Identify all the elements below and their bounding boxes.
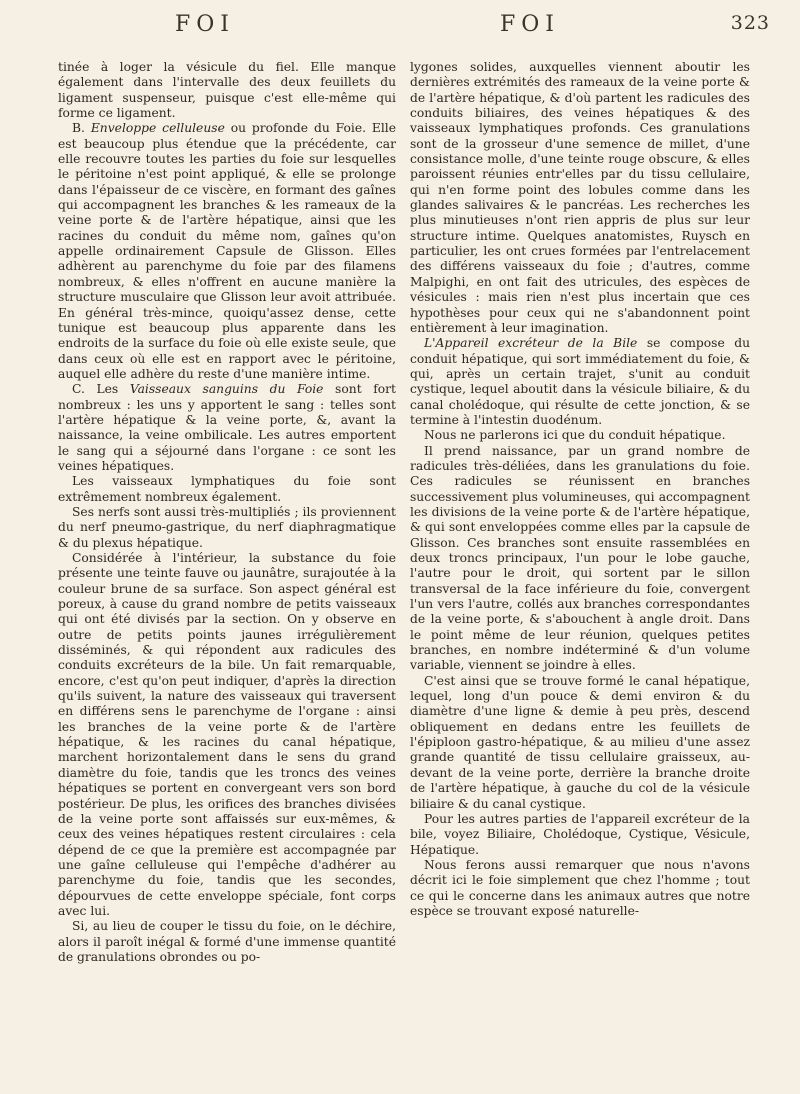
- paragraph-italic-heading: Vaisseaux sanguins du Foie: [129, 382, 324, 397]
- paragraph: lygones solides, auxquelles viennent aboutir les dernières extrémités des rameaux de la veine porte & de l'artère hépatique, & d'où partent les radicules des conduits biliaires, des veines hépatiques & des vaisseaux lymphatiques profonds. Ces granulations sont de la grosseur d'une semence de millet, d'une consistance molle, d'une teinte rouge obscure, & elles paroissent réunies entr'elles par du tissu cellulaire, qui n'en forme point des lobules comme dans les glandes salivaires & le pancréas. Les recherches les plus minutieuses n'ont rien appris de plus sur leur structure intime. Quelques anatomistes, Ruysch en particulier, les ont crues formées par l'entrelacement des différens vaisseaux du foie ; d'autres, comme Malpighi, en ont fait des utricules, des espèces de vésicules : mais rien n'est plus incertain que ces hypothèses pour ceux qui ne s'abandonnent point entièrement à leur imagination.: [410, 60, 750, 335]
- paragraph-lead: C. Les: [72, 382, 130, 397]
- paragraph-lead: B.: [72, 121, 91, 136]
- paragraph: Nous ne parlerons ici que du conduit hépatique.: [424, 428, 726, 443]
- header-right-word: FOI: [500, 12, 560, 37]
- header-left-word: FOI: [175, 12, 235, 37]
- paragraph: [410, 336, 750, 428]
- paragraph-italic-heading: Enveloppe celluleuse: [90, 121, 225, 136]
- paragraph: Il prend naissance, par un grand nombre de radicules très-déliées, dans les granulations du foie. Ces radicules se réunissent en branches successivement plus volumineuses, qui accompagnent les divisions de la veine porte & de l'artère hépatique, & qui sont enveloppées comme elles par la capsule de Glisson. Ces branches sont ensuite rassemblées en deux troncs principaux, l'un pour le lobe gauche, l'autre pour le droit, qui sortent par le sillon transversal de la face inférieure du foie, convergent l'un vers l'autre, collés aux branches correspondantes de la veine porte, & s'abouchent à angle droit. Dans le point même de leur réunion, quelques petites branches, en nombre indéterminé & d'un volume variable, viennent se joindre à elles.: [410, 443, 750, 673]
- right-text-column: [410, 60, 750, 919]
- paragraph: Pour les autres parties de l'appareil excréteur de la bile, voyez Biliaire, Cholédoque, Cystique, Vésicule, Hépatique.: [410, 811, 750, 857]
- paragraph: Nous ferons aussi remarquer que nous n'avons décrit ici le foie simplement que chez l'homme ; tout ce qui le concerne dans les animaux autres que notre espèce se trouvant exposé naturelle-: [410, 857, 750, 918]
- paragraph: [58, 382, 396, 474]
- paragraph: Considérée à l'intérieur, la substance du foie présente une teinte fauve ou jaunâtre, surajoutée à la couleur brune de sa surface. Son aspect général est poreux, à cause du grand nombre de petits vaisseaux qui ont été divisés par la section. On y observe en outre de petits points jaunes irrégulièrement disséminés, & qui répondent aux radicules des conduits excréteurs de la bile. Un fait remarquable, encore, c'est qu'on peut indiquer, d'après la direction qu'ils suivent, la nature des vaisseaux qui traversent en différens sens le parenchyme de l'organe : ainsi les branches de la veine porte & de l'artère hépatique, & les racines du canal hépatique, marchent horizontalement dans le sens du grand diamètre du foie, tandis que les troncs des veines hépatiques se portent en convergeant vers son bord postérieur. De plus, les orifices des branches divisées de la veine porte sont affaissés sur eux-mêmes, & ceux des veines hépatiques restent circulaires : cela dépend de ce que la première est accompagnée par une gaîne celluleuse qui l'empêche d'adhérer au parenchyme du foie, tandis que les secondes, dépourvues de cette enveloppe spéciale, font corps avec lui.: [58, 551, 396, 918]
- paragraph: C'est ainsi que se trouve formé le canal hépatique, lequel, long d'un pouce & demi environ & du diamètre d'une ligne & demie à peu près, descend obliquement en dedans entre les feuillets de l'épiploon gastro-hépatique, & au milieu d'une assez grande quantité de tissu cellulaire graisseux, au-devant de la veine porte, derrière la branche droite de l'artère hépatique, à gauche du col de la vésicule biliaire & du canal cystique.: [410, 673, 750, 811]
- left-text-column: [58, 60, 396, 965]
- paragraph-italic-heading: L'Appareil excréteur de la Bile: [424, 336, 638, 351]
- paragraph-body: ou profonde du Foie. Elle est beaucoup plus étendue que la précédente, car elle recouvre toutes les parties du foie sur lesquelles le péritoine n'est point appliqué, & elle se prolonge dans l'épaisseur de ce viscère, en formant des gaînes qui accompagnent les branches & les rameaux de la veine porte & de l'artère hépatique, ainsi que les racines du conduit du même nom, gaînes qu'on appelle ordinairement Capsule de Glisson. Elles adhèrent au parenchyme du foie par des filamens nombreux, & elles n'offrent en aucune manière la structure musculaire que Glisson leur avoit attribuée. En général très-mince, quoiqu'assez dense, cette tunique est beaucoup plus apparente dans les endroits de la surface du foie où elle existe seule, que dans ceux où elle est en rapport avec le péritoine, auquel elle adhère du reste d'une manière intime.: [58, 121, 396, 381]
- running-header: [0, 12, 800, 48]
- paragraph: [58, 121, 396, 382]
- paragraph: tinée à loger la vésicule du fiel. Elle manque également dans l'intervalle des deux feuillets du ligament suspenseur, puisque c'est elle-même qui forme ce ligament.: [58, 60, 396, 121]
- paragraph: Les vaisseaux lymphatiques du foie sont extrêmement nombreux également.: [58, 474, 396, 504]
- page-number: 323: [730, 12, 770, 34]
- paragraph: Ses nerfs sont aussi très-multipliés ; ils proviennent du nerf pneumo-gastrique, du nerf diaphragmatique & du plexus hépatique.: [58, 504, 396, 550]
- paragraph: Si, au lieu de couper le tissu du foie, on le déchire, alors il paroît inégal & formé d'une immense quantité de granulations obrondes ou po-: [58, 919, 396, 964]
- paragraph-body: sont fort nombreux : les uns y apportent le sang : telles sont l'artère hépatique & la veine porte, &, avant la naissance, la veine ombilicale. Les autres emportent le sang qui a séjourné dans l'organe : ce sont les veines hépatiques.: [58, 382, 396, 473]
- paragraph-body: se compose du conduit hépatique, qui sort immédiatement du foie, & qui, après un certain trajet, s'unit au conduit cystique, lequel aboutit dans la vésicule biliaire, & du canal cholédoque, qui résulte de cette jonction, & se termine à l'intestin duodénum.: [410, 336, 750, 427]
